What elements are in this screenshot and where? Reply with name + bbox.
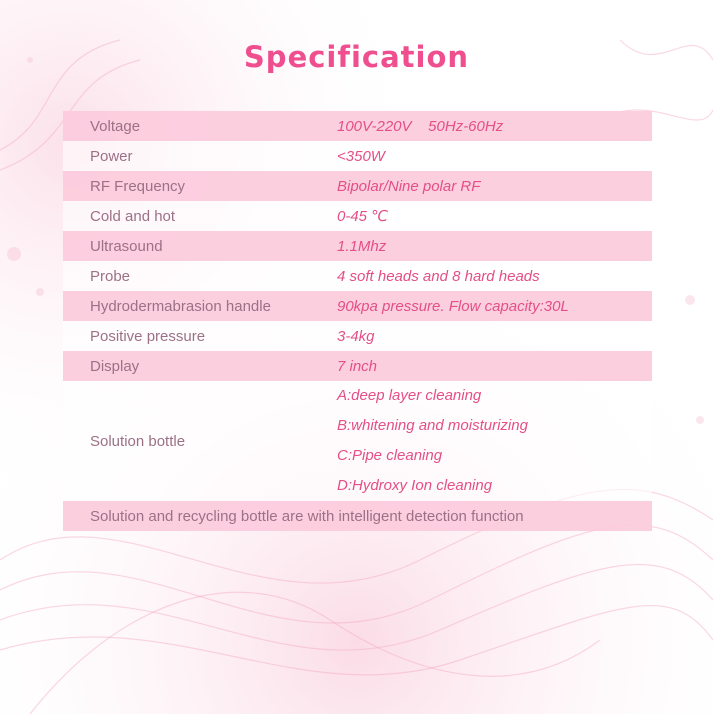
spec-label: Ultrasound (63, 231, 337, 261)
spec-row-footer-note (63, 501, 652, 531)
spec-label: Positive pressure (63, 321, 337, 351)
spec-row-hydrodermabrasion-handle (63, 291, 652, 321)
spec-row-cold-and-hot (63, 201, 652, 231)
spec-value: 1.1Mhz (337, 231, 652, 261)
spec-row-rf-frequency (63, 171, 652, 201)
spec-value: 100V-220V 50Hz-60Hz (337, 111, 652, 141)
spec-value: Bipolar/Nine polar RF (337, 171, 652, 201)
solution-option: D:Hydroxy Ion cleaning (337, 477, 493, 494)
solution-option: A:deep layer cleaning (337, 387, 482, 404)
spec-row-display (63, 351, 652, 381)
spec-label: Voltage (63, 111, 337, 141)
solution-option: B:whitening and moisturizing (337, 417, 528, 434)
spec-label: Hydrodermabrasion handle (63, 291, 337, 321)
page-title: Specification (243, 40, 470, 74)
spec-row-positive-pressure (63, 321, 652, 351)
spec-row-ultrasound (63, 231, 652, 261)
spec-row-probe (63, 261, 652, 291)
spec-value: 0-45 ℃ (337, 201, 652, 231)
spec-value: 7 inch (337, 351, 652, 381)
footer-note: Solution and recycling bottle are with intelligent detection function (63, 501, 652, 531)
spec-value: 90kpa pressure. Flow capacity:30L (337, 291, 652, 321)
spec-label: Display (63, 351, 337, 381)
spec-label: Cold and hot (63, 201, 337, 231)
spec-row-voltage (63, 111, 652, 141)
spec-label: Solution bottle (63, 381, 337, 501)
spec-value-list (337, 381, 652, 501)
spec-row-power (63, 141, 652, 171)
spec-label: Probe (63, 261, 337, 291)
specification-table (63, 111, 652, 531)
spec-row-solution-bottle (63, 381, 652, 501)
spec-value: 3-4kg (337, 321, 652, 351)
spec-label: RF Frequency (63, 171, 337, 201)
spec-value: 4 soft heads and 8 hard heads (337, 261, 652, 291)
spec-value: <350W (337, 141, 652, 171)
solution-option: C:Pipe cleaning (337, 447, 443, 464)
spec-label: Power (63, 141, 337, 171)
